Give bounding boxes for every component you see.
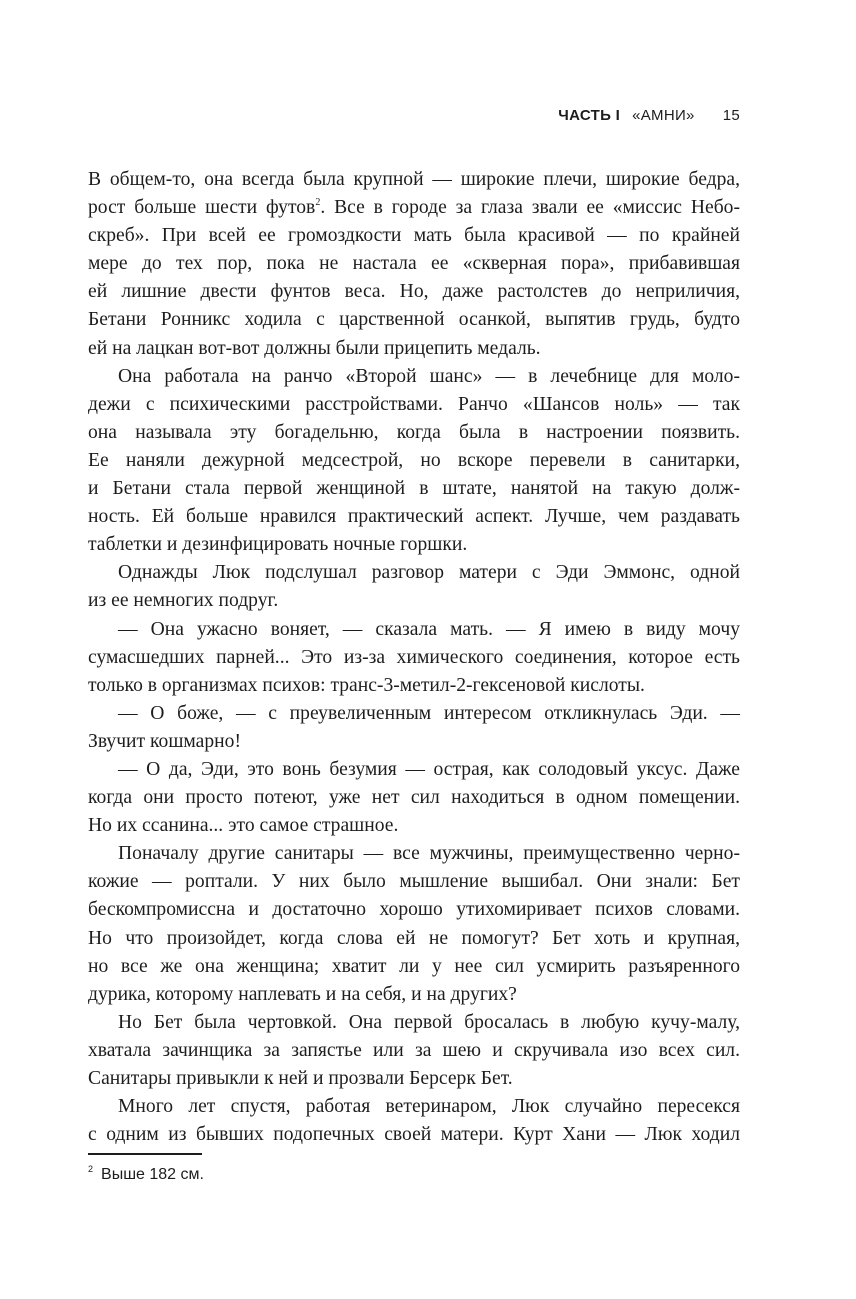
text-line-content: она называла эту богадельню, когда была в настроении поязвить. — [88, 421, 740, 443]
text-line-content: скреб». При всей ее громоздкости мать была красивой — по крайней — [88, 225, 740, 247]
text-line — [88, 447, 740, 475]
text-line-content: Но что произойдет, когда слова ей не помогут? Бет хоть и крупная, — [88, 927, 740, 949]
text-line-content: бескомпромиссна и достаточно хорошо утихомиривает психов словами. — [88, 899, 740, 921]
text-line — [88, 250, 740, 278]
text-line-content: Но Бет была чертовкой. Она первой бросалась в любую кучу-малу, — [118, 1011, 740, 1033]
text-line — [88, 419, 740, 447]
text-line-content: — О боже, — с преувеличенным интересом откликнулась Эди. — — [118, 702, 740, 724]
text-line-content: ей лишние двести фунтов веса. Но, даже растолстев до неприличия, — [88, 281, 740, 303]
text-line-content: с одним из бывших подопечных своей матери. Курт Хани — Люк ходил — [88, 1124, 740, 1146]
text-line-content: Она работала на ранчо «Второй шанс» — в лечебнице для моло- — [118, 365, 740, 387]
text-line-content: и Бетани стала первой женщиной в штате, нанятой на такую долж- — [88, 478, 740, 500]
text-line-content: таблетки и дезинфицировать ночные горшки. — [88, 534, 468, 556]
text-line-content: Однажды Люк подслушал разговор матери с Эди Эммонс, одной — [118, 562, 740, 584]
text-line-content: дурика, которому наплевать и на себя, и на других? — [88, 983, 517, 1005]
text-line — [88, 363, 740, 391]
running-header — [558, 107, 740, 124]
text-line-content: Поначалу другие санитары — все мужчины, преимущественно черно- — [118, 843, 740, 865]
text-line — [88, 1009, 740, 1037]
text-line — [88, 700, 740, 728]
text-line — [88, 896, 740, 924]
text-line-content: В общем-то, она всегда была крупной — широкие плечи, широкие бедра, — [88, 169, 740, 190]
body-text — [88, 166, 740, 1149]
text-line — [88, 222, 740, 250]
text-line-content: — О да, Эди, это вонь безумия — острая, как солодовый уксус. Даже — [118, 758, 740, 780]
text-line-content: Ее наняли дежурной медсестрой, но вскоре перевели в санитарки, — [88, 449, 740, 471]
text-line — [88, 391, 740, 419]
text-line — [88, 784, 740, 812]
text-line — [88, 812, 740, 840]
text-line-content: сумасшедших парней... Это из-за химического соединения, которое есть — [88, 646, 740, 668]
text-line — [88, 925, 740, 953]
text-line-content: ность. Ей больше нравился практический аспект. Лучше, чем раздавать — [88, 506, 740, 528]
text-line-content: Но их ссанина... это самое страшное. — [88, 815, 399, 837]
text-line — [88, 194, 740, 222]
footnote — [88, 1164, 204, 1184]
text-line — [88, 503, 740, 531]
text-line — [88, 278, 740, 306]
header-chapter-title: «АМНИ» — [632, 107, 695, 124]
page-number: 15 — [722, 107, 740, 124]
text-line-content: из ее немногих подруг. — [88, 590, 279, 612]
footnote-divider — [88, 1153, 202, 1155]
text-line-content: — Она ужасно воняет, — сказала мать. — Я имею в виду мочу — [118, 618, 740, 640]
footnote-text: Выше 182 см. — [101, 1166, 204, 1183]
text-line — [88, 559, 740, 587]
text-line — [88, 616, 740, 644]
text-line — [88, 672, 740, 700]
text-line — [88, 1121, 740, 1149]
text-line-content: дежи с психическими расстройствами. Ранчо «Шансов ноль» — так — [88, 393, 740, 415]
text-line — [88, 756, 740, 784]
text-line — [88, 587, 740, 615]
text-line-content: мере до тех пор, пока не настала ее «скверная пора», прибавившая — [88, 253, 740, 275]
text-line — [88, 475, 740, 503]
header-part: ЧАСТЬ I — [558, 107, 621, 124]
text-line — [88, 868, 740, 896]
text-line — [88, 953, 740, 981]
text-line — [88, 644, 740, 672]
text-line-content: Санитары привыкли к ней и прозвали Берсерк Бет. — [88, 1068, 513, 1089]
text-line-content: Много лет спустя, работая ветеринаром, Люк случайно пересекся — [118, 1096, 740, 1118]
text-line — [88, 306, 740, 334]
text-line — [88, 981, 740, 1009]
text-line-content: когда они просто потеют, уже нет сил находиться в одном помещении. — [88, 787, 740, 809]
text-line-content: . Все в городе за глаза звали ее «миссис Небо- — [320, 197, 740, 219]
text-line — [88, 166, 740, 194]
footnote-marker: 2 — [88, 1164, 94, 1174]
text-line — [88, 1065, 740, 1093]
text-line-content: хватала зачинщика за запястье или за шею и скручивала изо всех сил. — [88, 1039, 740, 1061]
text-line-content: Бетани Ронникс ходила с царственной осанкой, выпятив грудь, будто — [88, 309, 740, 331]
text-line-content: ей на лацкан вот-вот должны были прицепить медаль. — [88, 337, 541, 359]
text-line — [88, 531, 740, 559]
text-line — [88, 728, 740, 756]
text-line-content: только в организмах психов: транс-3-метил-2-гексеновой кислоты. — [88, 674, 645, 696]
text-line — [88, 1093, 740, 1121]
text-line-content: кожие — роптали. У них было мышление вышибал. Они знали: Бет — [88, 871, 740, 893]
footnote-reference[interactable]: 2 — [315, 197, 321, 209]
text-line-content: Звучит кошмарно! — [88, 730, 241, 752]
text-line-content: но все же она женщина; хватит ли у нее сил усмирить разъяренного — [88, 955, 740, 977]
text-line — [88, 840, 740, 868]
text-line — [88, 1037, 740, 1065]
text-line-content: рост больше шести футов — [88, 197, 316, 219]
text-line — [88, 335, 740, 363]
